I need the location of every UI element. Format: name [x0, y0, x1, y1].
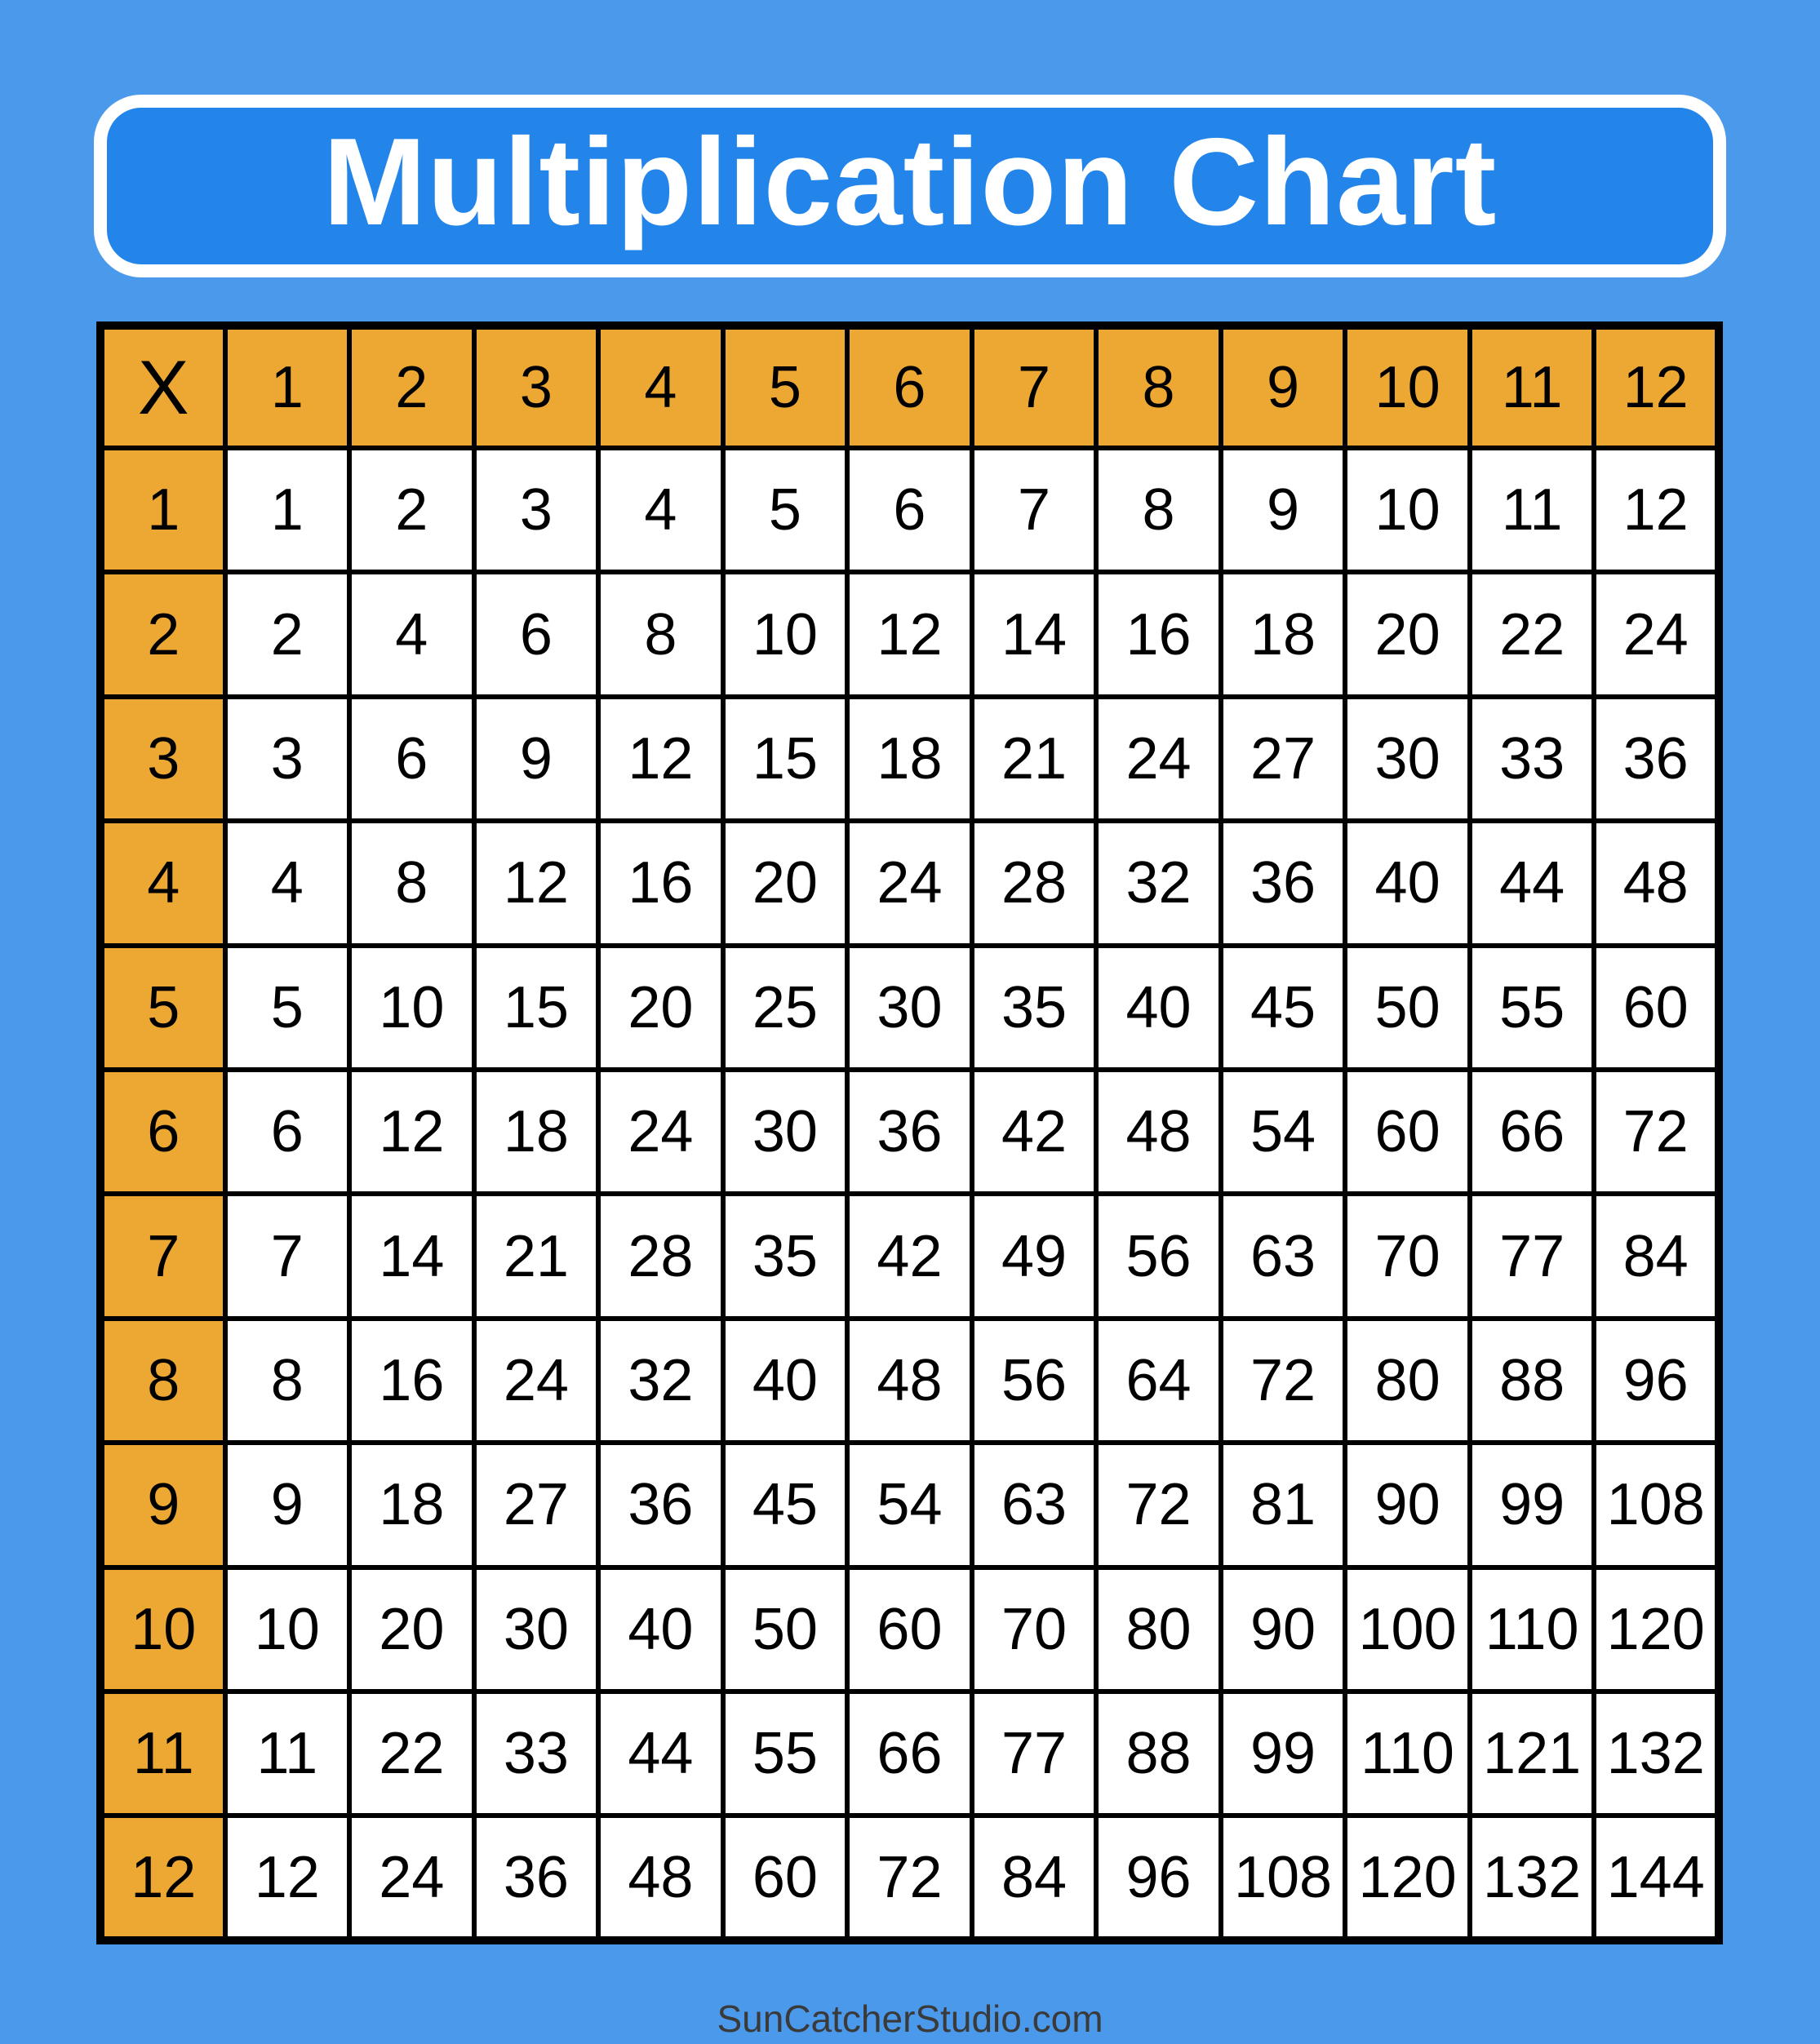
product-cell: 8 [349, 821, 474, 945]
product-cell: 9 [1221, 448, 1346, 572]
column-header-cell: 2 [349, 326, 474, 448]
product-cell: 36 [1221, 821, 1346, 945]
product-cell: 10 [225, 1567, 350, 1692]
table-header-row [100, 326, 1719, 448]
product-cell: 60 [1345, 1070, 1470, 1194]
product-cell: 50 [1345, 946, 1470, 1070]
product-cell: 5 [723, 448, 848, 572]
product-cell: 48 [847, 1319, 972, 1443]
table-row [100, 1194, 1719, 1318]
product-cell: 55 [723, 1692, 848, 1816]
product-cell: 2 [349, 448, 474, 572]
product-cell: 63 [972, 1443, 1097, 1567]
row-header-cell: 7 [100, 1194, 225, 1318]
product-cell: 72 [1594, 1070, 1719, 1194]
product-cell: 6 [847, 448, 972, 572]
product-cell: 15 [723, 697, 848, 821]
product-cell: 25 [723, 946, 848, 1070]
column-header-cell: 5 [723, 326, 848, 448]
product-cell: 24 [1594, 572, 1719, 696]
product-cell: 6 [474, 572, 599, 696]
row-header-cell: 6 [100, 1070, 225, 1194]
column-header-cell: 3 [474, 326, 599, 448]
product-cell: 56 [1096, 1194, 1221, 1318]
table-row [100, 1319, 1719, 1443]
product-cell: 36 [598, 1443, 723, 1567]
product-cell: 48 [1096, 1070, 1221, 1194]
product-cell: 27 [474, 1443, 599, 1567]
product-cell: 6 [349, 697, 474, 821]
product-cell: 40 [723, 1319, 848, 1443]
product-cell: 70 [972, 1567, 1097, 1692]
product-cell: 12 [474, 821, 599, 945]
product-cell: 80 [1096, 1567, 1221, 1692]
product-cell: 30 [847, 946, 972, 1070]
column-header-cell: 10 [1345, 326, 1470, 448]
column-header-cell: 12 [1594, 326, 1719, 448]
product-cell: 110 [1345, 1692, 1470, 1816]
row-header-cell: 8 [100, 1319, 225, 1443]
product-cell: 10 [349, 946, 474, 1070]
column-header-cell: 7 [972, 326, 1097, 448]
product-cell: 110 [1470, 1567, 1595, 1692]
product-cell: 84 [972, 1816, 1097, 1940]
row-header-cell: 12 [100, 1816, 225, 1940]
product-cell: 45 [1221, 946, 1346, 1070]
column-header-cell: 4 [598, 326, 723, 448]
product-cell: 18 [474, 1070, 599, 1194]
column-header-cell: 9 [1221, 326, 1346, 448]
product-cell: 10 [1345, 448, 1470, 572]
corner-cell: X [100, 326, 225, 448]
product-cell: 108 [1221, 1816, 1346, 1940]
column-header-cell: 6 [847, 326, 972, 448]
product-cell: 20 [349, 1567, 474, 1692]
multiplication-table [96, 321, 1723, 1944]
product-cell: 2 [225, 572, 350, 696]
product-cell: 1 [225, 448, 350, 572]
product-cell: 49 [972, 1194, 1097, 1318]
product-cell: 72 [1221, 1319, 1346, 1443]
product-cell: 54 [847, 1443, 972, 1567]
table-row [100, 946, 1719, 1070]
table-row [100, 821, 1719, 945]
product-cell: 24 [474, 1319, 599, 1443]
product-cell: 66 [847, 1692, 972, 1816]
product-cell: 55 [1470, 946, 1595, 1070]
product-cell: 11 [225, 1692, 350, 1816]
product-cell: 16 [349, 1319, 474, 1443]
product-cell: 30 [474, 1567, 599, 1692]
product-cell: 90 [1345, 1443, 1470, 1567]
product-cell: 8 [1096, 448, 1221, 572]
product-cell: 7 [972, 448, 1097, 572]
product-cell: 20 [1345, 572, 1470, 696]
product-cell: 33 [1470, 697, 1595, 821]
product-cell: 77 [1470, 1194, 1595, 1318]
product-cell: 28 [598, 1194, 723, 1318]
product-cell: 90 [1221, 1567, 1346, 1692]
table-row [100, 572, 1719, 696]
product-cell: 72 [847, 1816, 972, 1940]
product-cell: 32 [1096, 821, 1221, 945]
product-cell: 12 [847, 572, 972, 696]
product-cell: 63 [1221, 1194, 1346, 1318]
table-body [100, 448, 1719, 1940]
product-cell: 5 [225, 946, 350, 1070]
product-cell: 99 [1470, 1443, 1595, 1567]
product-cell: 36 [847, 1070, 972, 1194]
product-cell: 18 [1221, 572, 1346, 696]
product-cell: 4 [598, 448, 723, 572]
row-header-cell: 1 [100, 448, 225, 572]
product-cell: 40 [1345, 821, 1470, 945]
table-row [100, 1443, 1719, 1567]
row-header-cell: 11 [100, 1692, 225, 1816]
product-cell: 12 [225, 1816, 350, 1940]
product-cell: 12 [1594, 448, 1719, 572]
row-header-cell: 3 [100, 697, 225, 821]
product-cell: 70 [1345, 1194, 1470, 1318]
product-cell: 11 [1470, 448, 1595, 572]
product-cell: 4 [349, 572, 474, 696]
product-cell: 60 [1594, 946, 1719, 1070]
product-cell: 33 [474, 1692, 599, 1816]
product-cell: 22 [1470, 572, 1595, 696]
product-cell: 36 [1594, 697, 1719, 821]
product-cell: 14 [349, 1194, 474, 1318]
product-cell: 27 [1221, 697, 1346, 821]
product-cell: 72 [1096, 1443, 1221, 1567]
product-cell: 56 [972, 1319, 1097, 1443]
product-cell: 96 [1096, 1816, 1221, 1940]
product-cell: 14 [972, 572, 1097, 696]
column-header-cell: 11 [1470, 326, 1595, 448]
product-cell: 66 [1470, 1070, 1595, 1194]
product-cell: 50 [723, 1567, 848, 1692]
row-header-cell: 4 [100, 821, 225, 945]
product-cell: 84 [1594, 1194, 1719, 1318]
product-cell: 35 [723, 1194, 848, 1318]
product-cell: 42 [972, 1070, 1097, 1194]
product-cell: 42 [847, 1194, 972, 1318]
product-cell: 120 [1345, 1816, 1470, 1940]
product-cell: 60 [847, 1567, 972, 1692]
product-cell: 12 [598, 697, 723, 821]
product-cell: 44 [598, 1692, 723, 1816]
product-cell: 6 [225, 1070, 350, 1194]
row-header-cell: 10 [100, 1567, 225, 1692]
product-cell: 108 [1594, 1443, 1719, 1567]
page-title: Multiplication Chart [322, 113, 1498, 251]
product-cell: 121 [1470, 1692, 1595, 1816]
product-cell: 20 [723, 821, 848, 945]
product-cell: 77 [972, 1692, 1097, 1816]
product-cell: 3 [225, 697, 350, 821]
product-cell: 60 [723, 1816, 848, 1940]
product-cell: 132 [1594, 1692, 1719, 1816]
product-cell: 45 [723, 1443, 848, 1567]
table-row [100, 1692, 1719, 1816]
column-header-cell: 1 [225, 326, 350, 448]
product-cell: 88 [1096, 1692, 1221, 1816]
product-cell: 35 [972, 946, 1097, 1070]
product-cell: 30 [723, 1070, 848, 1194]
product-cell: 15 [474, 946, 599, 1070]
row-header-cell: 2 [100, 572, 225, 696]
product-cell: 81 [1221, 1443, 1346, 1567]
product-cell: 100 [1345, 1567, 1470, 1692]
product-cell: 8 [598, 572, 723, 696]
product-cell: 48 [598, 1816, 723, 1940]
product-cell: 10 [723, 572, 848, 696]
table-row [100, 1816, 1719, 1940]
product-cell: 96 [1594, 1319, 1719, 1443]
product-cell: 99 [1221, 1692, 1346, 1816]
product-cell: 64 [1096, 1319, 1221, 1443]
product-cell: 8 [225, 1319, 350, 1443]
product-cell: 30 [1345, 697, 1470, 821]
product-cell: 144 [1594, 1816, 1719, 1940]
product-cell: 32 [598, 1319, 723, 1443]
product-cell: 28 [972, 821, 1097, 945]
product-cell: 4 [225, 821, 350, 945]
product-cell: 48 [1594, 821, 1719, 945]
product-cell: 132 [1470, 1816, 1595, 1940]
product-cell: 80 [1345, 1319, 1470, 1443]
row-header-cell: 9 [100, 1443, 225, 1567]
product-cell: 44 [1470, 821, 1595, 945]
product-cell: 40 [598, 1567, 723, 1692]
table-row [100, 1070, 1719, 1194]
product-cell: 54 [1221, 1070, 1346, 1194]
table-row [100, 448, 1719, 572]
column-header-cell: 8 [1096, 326, 1221, 448]
row-header-cell: 5 [100, 946, 225, 1070]
product-cell: 7 [225, 1194, 350, 1318]
product-cell: 21 [474, 1194, 599, 1318]
product-cell: 88 [1470, 1319, 1595, 1443]
product-cell: 40 [1096, 946, 1221, 1070]
product-cell: 3 [474, 448, 599, 572]
product-cell: 12 [349, 1070, 474, 1194]
product-cell: 16 [1096, 572, 1221, 696]
product-cell: 18 [349, 1443, 474, 1567]
table-row [100, 1567, 1719, 1692]
product-cell: 9 [225, 1443, 350, 1567]
product-cell: 24 [598, 1070, 723, 1194]
footer-credit: SunCatcherStudio.com [717, 1997, 1103, 2040]
product-cell: 18 [847, 697, 972, 821]
product-cell: 24 [1096, 697, 1221, 821]
table-row [100, 697, 1719, 821]
product-cell: 120 [1594, 1567, 1719, 1692]
product-cell: 36 [474, 1816, 599, 1940]
product-cell: 21 [972, 697, 1097, 821]
product-cell: 22 [349, 1692, 474, 1816]
product-cell: 9 [474, 697, 599, 821]
product-cell: 20 [598, 946, 723, 1070]
product-cell: 24 [847, 821, 972, 945]
product-cell: 16 [598, 821, 723, 945]
title-banner [94, 95, 1726, 277]
product-cell: 24 [349, 1816, 474, 1940]
